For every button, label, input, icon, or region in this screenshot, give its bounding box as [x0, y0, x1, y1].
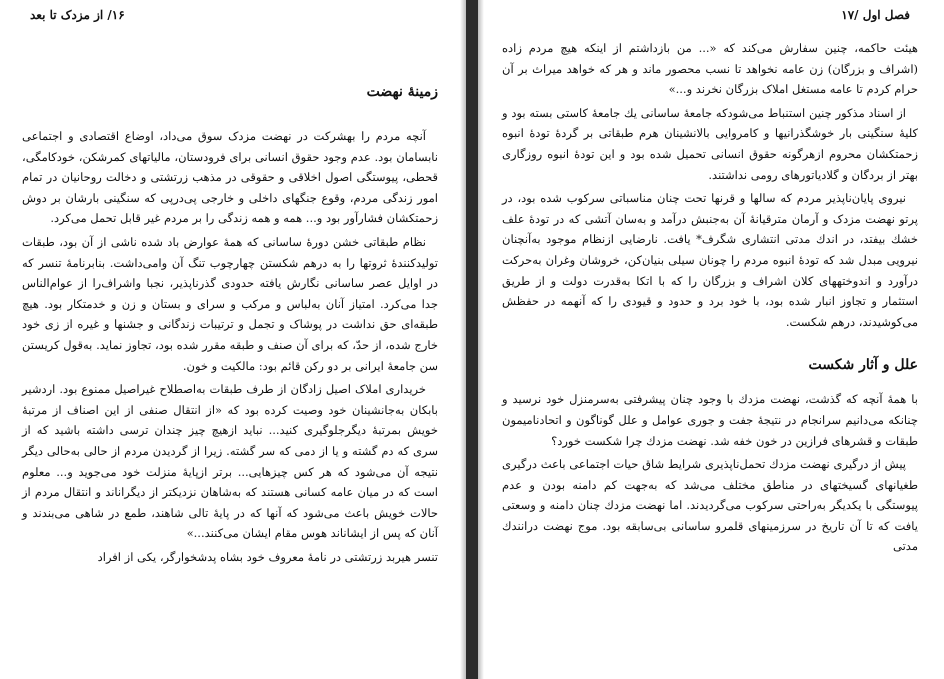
right-page: [484, 0, 944, 679]
left-page: [0, 0, 460, 679]
paragraph: پیش از درگیری نهضت مزدك تحمل‌ناپذیری شرایط شاق حیات اجتماعی باعث درگیری طغیانهای گسیختهای در مناطق مختلف می‌شد که به‌جهت کم دامنه بودن و عدم پیوستگی با یکدیگر به‌راحتی سرکوب می‌گردیدند. اما نهضت مزدك چنان دامنه و وسعتی یافت که تا آن تاریخ در سرزمینهای قلمرو ساسانی بی‌سابقه بود. موج نهضت درانندك مدتی: [502, 457, 918, 554]
paragraph: آنچه مردم را بهشرکت در نهضت مزدک سوق می‌داد، اوضاع اقتصادی و اجتماعی نابسامان بود. عدم وجود حقوق انسانی برای فرودستان، مالیاتهای کمرشکن، خودکامگی، قحطی، پیوستگی اصول اخلاقی و حقوقی در مذهب زرتشتی و دخالت روحانیان در تمام امور زندگی مردم، وقوع جنگهای داخلی و خارجی پی‌درپی که سنگینی بارشان بر دوش زحمتکشان فشارآور بود و... همه و همه زندگی را بر مردم غیر قابل تحمل می‌کرد.: [22, 129, 438, 226]
paragraph: با همهٔ آنچه که گذشت، نهضت مزدك با وجود چنان پیشرفتی به‌سرمنزل خود نرسید و چنانکه می‌دانیم سرانجام در نتیجهٔ جفت و جوری عوامل و علل گوناگون و اتحادنامیمون طبقات و قشرهای فرازین در خون خفه شد. نهضت مزدك چرا شکست خورد؟: [502, 392, 918, 448]
paragraph: نظام طبقاتی خشن دورهٔ ساسانی که همهٔ عوارض باد شده ناشی از آن بود، طبقات تولیدکنندهٔ ثروتها را به درهم شکستن چهارچوب تنگ آن وامی‌داشت. بنابرنامهٔ تنسر که در اوایل عصر ساسانی نگارش یافته حدودی گذرناپذیر، نجبا واشراف‌را از عوام‌الناس جدا می‌کرد. امتیاز آنان به‌لباس و مرکب و سرای و بستان و زن و خدمتکار بود. هیچ طبقه‌ای حق نداشت در پوشاک و تجمل و ترتیبات زندگانی و جشنها و غیره از زی خود خارج شده، از حدّ، که برای آن صنف و طبقه مقرر شده بود، تجاوز نماید. به‌قول کریستن سن جامعهٔ ایرانی بر دو رکن قائم بود: مالکیت و خون.: [22, 234, 438, 373]
paragraph: هیئت حاکمه، چنین سفارش می‌کند که «... من بازداشتم از اینکه هیچ مردم زاده (اشراف و بزرگان) زن عامه نخواهد تا نسب محصور ماند و هر که خواهد میراث بر آن حرام کردم تا عامه مستغل املاک بزرگان نخرند و...»: [502, 41, 918, 97]
paragraph: نیروی پایان‌ناپذیر مردم که سالها و قرنها تحت چنان مناسباتی سرکوب شده بود، در پرتو نهضت مزدک و آرمان مترقیانهٔ آن به‌جنبش درآمد و به‌سان آتشی که در تودهٔ علف خشك بیفتد، در اندك مدتی انتشاری شگرف* یافت. نارضایی ازنظام موجود به‌آنچنان نیرویی مبدل شد که تودهٔ انبوه مردم را چونان سیلی بنیان‌کن، خروشان وغران به‌حرکت درآورد و اندوختههای کلان اشراف و بزرگان را که با اتکا به‌قدرت دولت و از طریق استثمار و تجاوز انبار شده بود، با خود برد و حدود و قیودی را که آنهمه در حفظش می‌کوشیدند، درهم شکست.: [502, 191, 918, 329]
paragraph: تنسر هیربد زرتشتی در نامهٔ معروف خود بشاه پدشخوارگر، یکی از افراد: [97, 549, 438, 564]
book-spine: [466, 0, 478, 679]
section-title-background: زمینهٔ نهضت: [366, 84, 438, 100]
paragraph: خریداری املاک اصیل زادگان از طرف طبقات به‌اصطلاح غیراصیل ممنوع بود. اردشیر بابکان به‌جانشینان خود وصیت کرده بود که «از انتقال صنفی از این اصناف از مرتبهٔ خویش بمرتبهٔ دیگرجلوگیری کنید... نباید ازهیچ چیز چندان ترسی داشته باشید که از سری که دم گشته و یا از دمی که سر گشته. زیرا از گردیدن مردم از حالی به‌حالی دیگر نتیجه آن می‌شود که هر کس چیزهایی... برتر ازپایهٔ منزلت خود می‌جوید و... معلوم است که در میان عامه کسانی هستند که به‌شاهان نزدیکتر از دیگراناند و انتقال مردم از حالات خویش باعث می‌شود که آنها که در پایهٔ تالی شاهند، طمع در شاهی می‌بندند و آنان که پس از ایشاناند هوس مقام ایشان می‌کنند...»: [22, 382, 438, 541]
right-page-header: فصل اول /۱۷: [841, 8, 910, 22]
left-page-header: ۱۶/ از مزدک تا بعد: [30, 8, 125, 22]
section-title-causes: علل و آثار شکست: [808, 357, 918, 374]
paragraph: از اسناد مذکور چنین استنباط می‌شودکه جامعهٔ ساسانی یك جامعهٔ کاستی بسته بود و کلیهٔ سنگینی بار خوشگذرانیها و کامروایی بالانشینان هرم طبقاتی بر گردهٔ تودهٔ انبوه زحمتکشان محروم ازهرگونه حقوق انسانی تحمیل شده بود و این تودهٔ انبوه روزگاری بهتر از بردگان و گلادیاتورهای رومی نداشتند.: [502, 105, 918, 182]
